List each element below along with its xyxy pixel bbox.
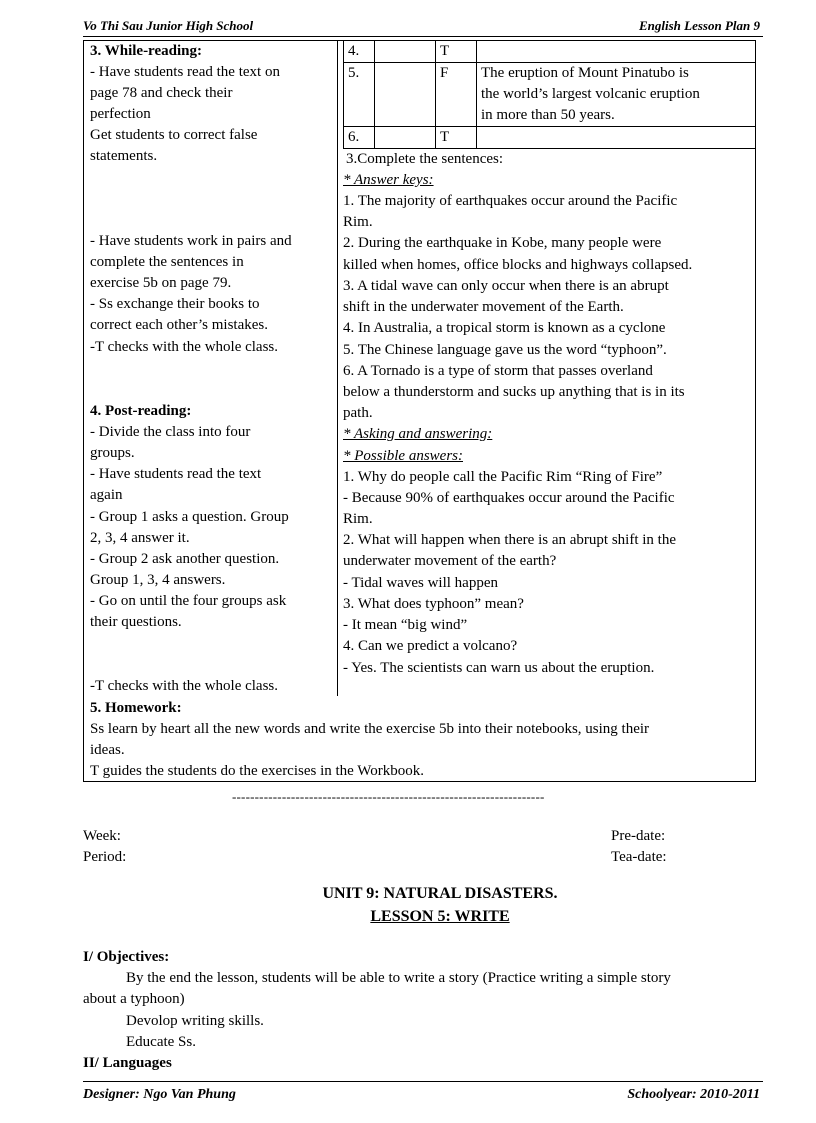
row-number: 6. (344, 127, 375, 149)
languages-title: II/ Languages (83, 1055, 172, 1071)
possible-answers-label: * Possible answers: (343, 448, 463, 464)
tea-date-label: Tea-date: (611, 849, 667, 865)
qa-line: 4. Can we predict a volcano? (343, 638, 518, 654)
left-text: perfection (90, 106, 151, 122)
table-row (344, 127, 756, 149)
lesson-title: LESSON 5: WRITE (370, 908, 510, 925)
left-text: again (90, 487, 123, 503)
qa-line: 2. What will happen when there is an abrupt shift in the (343, 532, 676, 548)
post-reading-title: 4. Post-reading: (90, 403, 192, 419)
objective-line: By the end the lesson, students will be able to write a story (Practice writing a simple story (126, 970, 671, 986)
week-label: Week: (83, 828, 121, 844)
objective-line: about a typhoon) (83, 991, 185, 1007)
complete-title: 3.Complete the sentences: (346, 151, 504, 167)
qa-line: - Yes. The scientists can warn us about the eruption. (343, 660, 655, 676)
unit-title: UNIT 9: NATURAL DISASTERS. (322, 885, 558, 902)
left-text: exercise 5b on page 79. (90, 275, 232, 291)
row-number: 5. (344, 63, 375, 127)
left-text: groups. (90, 445, 135, 461)
homework-line: Ss learn by heart all the new words and write the exercise 5b into their notebooks, using their (90, 721, 650, 737)
true-false-table (343, 40, 756, 149)
pre-date-label: Pre-date: (611, 828, 666, 844)
header-rule (83, 36, 763, 37)
answer-line: 4. In Australia, a tropical storm is known as a cyclone (343, 320, 666, 336)
qa-line: underwater movement of the earth? (343, 553, 557, 569)
answer-line: Rim. (343, 214, 373, 230)
left-text: - Ss exchange their books to (90, 296, 260, 312)
answer-line: killed when homes, office blocks and highways collapsed. (343, 257, 693, 273)
answer-line: 6. A Tornado is a type of storm that passes overland (343, 363, 653, 379)
left-text: - Divide the class into four (90, 424, 251, 440)
asking-answering-label: * Asking and answering: (343, 426, 493, 442)
left-text: their questions. (90, 614, 182, 630)
footer-designer: Designer: Ngo Van Phung (83, 1087, 236, 1102)
footer-rule (83, 1081, 763, 1082)
left-text: - Have students work in pairs and (90, 233, 292, 249)
table-row (344, 41, 756, 63)
left-text: Get students to correct false (90, 127, 258, 143)
objective-line: Educate Ss. (126, 1034, 196, 1050)
row-mark: T (436, 127, 477, 149)
qa-line: - It mean “big wind” (343, 617, 468, 633)
qa-line: - Because 90% of earthquakes occur around the Pacific (343, 490, 675, 506)
objective-line: Devolop writing skills. (126, 1013, 264, 1029)
qa-line: 1. Why do people call the Pacific Rim “Ring of Fire” (343, 469, 663, 485)
qa-line: - Tidal waves will happen (343, 575, 498, 591)
row-mark: F (436, 63, 477, 127)
left-text: complete the sentences in (90, 254, 244, 270)
answer-line: 3. A tidal wave can only occur when there is an abrupt (343, 278, 669, 294)
homework-title: 5. Homework: (90, 700, 182, 716)
answer-line: 2. During the earthquake in Kobe, many people were (343, 235, 662, 251)
left-text: - Group 2 ask another question. (90, 551, 280, 567)
left-text: - Group 1 asks a question. Group (90, 509, 289, 525)
qa-line: 3. What does typhoon” mean? (343, 596, 524, 612)
period-label: Period: (83, 849, 127, 865)
answer-line: path. (343, 405, 373, 421)
left-text: 2, 3, 4 answer it. (90, 530, 190, 546)
left-text: -T checks with the whole class. (90, 678, 279, 694)
left-text: -T checks with the whole class. (90, 339, 279, 355)
left-text: statements. (90, 148, 158, 164)
answer-line: shift in the underwater movement of the Earth. (343, 299, 624, 315)
left-text: page 78 and check their (90, 85, 233, 101)
answer-line: 1. The majority of earthquakes occur around the Pacific (343, 193, 678, 209)
homework-line: ideas. (90, 742, 125, 758)
while-reading-title: 3. While-reading: (90, 43, 202, 59)
left-text: correct each other’s mistakes. (90, 317, 268, 333)
row-mark: T (436, 41, 477, 63)
homework-line: T guides the students do the exercises in the Workbook. (90, 763, 425, 779)
qa-line: Rim. (343, 511, 373, 527)
row-correction: The eruption of Mount Pinatubo is the world’s largest volcanic eruption in more than 50 years. (477, 63, 756, 127)
left-text: - Have students read the text (90, 466, 262, 482)
section-separator: --------------------------------------------------------------------- (232, 789, 545, 804)
row-number: 4. (344, 41, 375, 63)
header-school: Vo Thi Sau Junior High School (83, 18, 254, 33)
answer-line: below a thunderstorm and sucks up anything that is in its (343, 384, 685, 400)
objectives-title: I/ Objectives: (83, 949, 170, 965)
table-row (344, 63, 756, 127)
left-text: Group 1, 3, 4 answers. (90, 572, 226, 588)
left-text: - Go on until the four groups ask (90, 593, 287, 609)
answer-keys-label: * Answer keys: (343, 172, 434, 188)
footer-schoolyear: Schoolyear: 2010-2011 (627, 1087, 760, 1102)
answer-line: 5. The Chinese language gave us the word “typhoon”. (343, 342, 667, 358)
column-divider (337, 40, 338, 696)
left-text: - Have students read the text on (90, 64, 280, 80)
header-plan: English Lesson Plan 9 (638, 18, 760, 33)
